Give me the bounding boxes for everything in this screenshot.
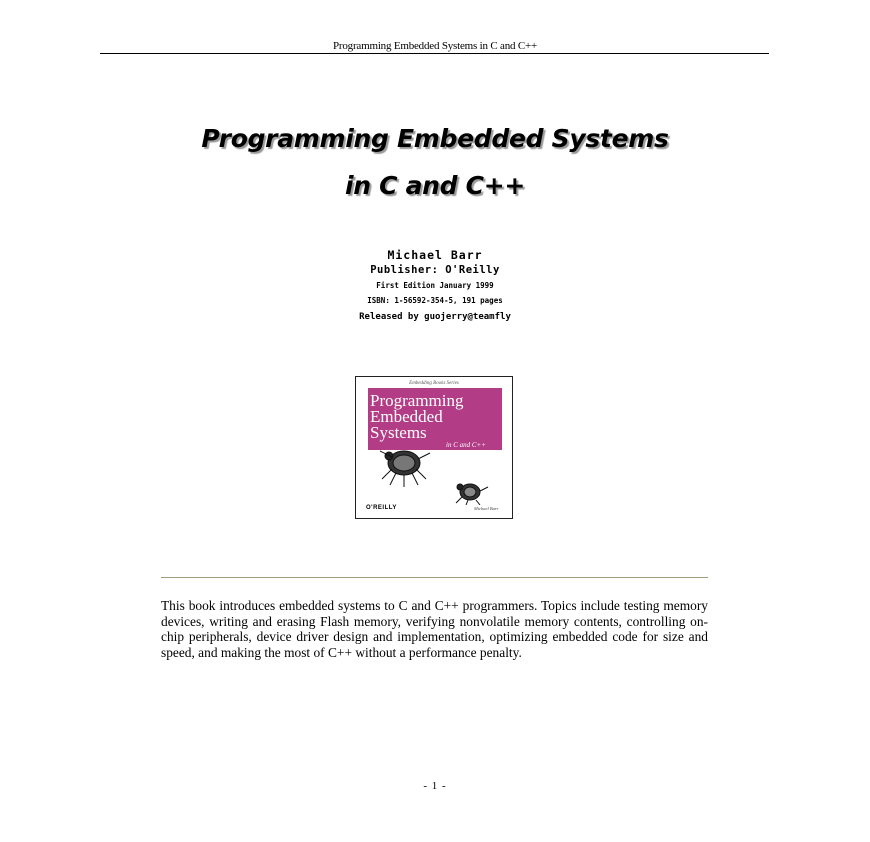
cover-subtitle: in C and C++ [446,441,486,449]
cover-series-label: Embedding Books Series [409,381,459,386]
oreilly-logo: O'REILLY [366,505,397,511]
header-rule [100,53,769,54]
book-title-line-2: in C and C++ [344,171,526,200]
isbn-line: ISBN: 1-56592-354-5, 191 pages [367,296,503,305]
book-cover-image [355,376,513,519]
cover-title-line-2: Embedded [370,407,443,426]
cover-author: Michael Barr [474,506,499,511]
cover-title-line-1: Programming [370,391,464,410]
section-divider [161,577,708,578]
cover-title-line-3: Systems [370,423,427,442]
tick-insects-illustration-icon [374,439,494,505]
book-summary: This book introduces embedded systems to C and C++ programmers. Topics include testing memory devices, writing and erasing Flash memory, verifying nonvolatile memory contents, controlling on-chip peripherals, device driver design and implementation, optimizing embedded code for size and speed, and making the most of C++ without a performance penalty. [161,598,708,660]
running-header: Programming Embedded Systems in C and C++ [332,40,538,52]
author-name: Michael Barr [387,248,483,262]
released-by-line: Released by guojerry@teamfly [359,312,511,322]
page-number: - 1 - [423,780,447,792]
publisher-line: Publisher: O'Reilly [370,264,500,276]
edition-line: First Edition January 1999 [376,281,494,290]
book-title-line-1: Programming Embedded Systems [201,124,669,153]
